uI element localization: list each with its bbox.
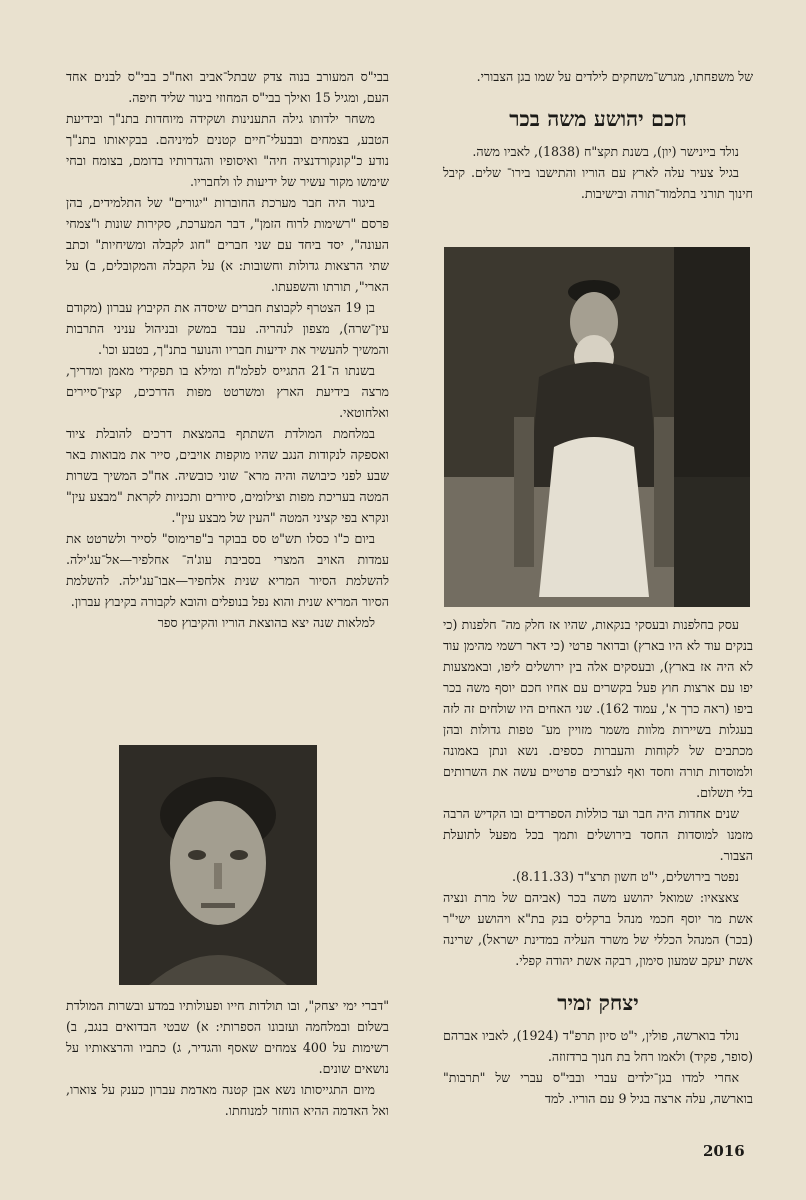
zamir-final-flight: ביום כ"ו כסלו תש"ט סס בבוקר ב"פרימוס" לסייר ולשרטט את עמדות האויב המצרי בסביבת עוג'ה־ אחלפיר—אל־עג'ילה. להשלמת הסיור המריא שנית אלחפיר—אבו־עג'ילה. להשלמת הסיור המריא שנית והוא נפל בנופלים והובא לקבורה בקיבוץ עברון. bbox=[66, 531, 389, 609]
zamir-interests: משחר ילדותו גילה התענינות ושקידה מיוחדות בתנ"ך ובידיעת הטבע, בצמחים ובבעלי־חיים קטנים למיניהם. בבקיאותו בתנ"ך נודע כ"קונקורדנציה חיה" ואיסופיו והגדרותיו בדומם, בצומח ובחי שימשו מקור עשיר של ידיעות לו ולחבריו. bbox=[66, 111, 389, 189]
section-title-zamir: יצחק זמיר bbox=[557, 990, 639, 1015]
young-man-photo bbox=[119, 745, 317, 985]
bachar-career: עסק בחלפנות ובעסקי בנקאות, שהיו אז חלק מה־ חלפנות (כי בנקים עוד לא היו בארץ) ובדואר פרטי (כי דאר רשמי מהימן עוד לא היה אז בארץ), ובעסקים אלה בין ירושלים ליפו, ובאמצעות יפו עם ארצות חוץ פעל בקשרים עם אחיו חכם יוסף משה בכר ביפו (ראה כרך א', עמוד 162). שני האחים היו שולחים זה לזה בעגלות בשיירות מלוות משמר מזויין מע־ טפות גדולות ובהן מכתבים של לקוחות והעברות כספים. נשא ונתן באמונה ולמוסדות תורה וחסד ואף לנצרכים פרטיים עשה את השרותים בלי תשלום. bbox=[443, 617, 754, 800]
zamir-book-intro: למלאות שנה יצא בהוצאת הוריו והקיבוץ ספר bbox=[157, 615, 375, 630]
bachar-youth: בגיל צעיר עלה לארץ עם הוריו והתישבו בירו־ שלים. קיבל חינוך תורני בתלמוד־תורה ובישיבות. bbox=[443, 165, 753, 201]
zamir-birth: נולד בוארשה, פולין, י"ט סיון תרפ"ד (1924), לאביו אברהם (סופר, פקיד) ולאמו רחל בת חנוך ברדזוזה. bbox=[443, 1028, 753, 1064]
bachar-descendants: צאצאיו: שמואל יהושע משה בכר (אביהם של מרת ונציה אשת מר יוסף חכמי מנהל ברקליס בנק בת"א ויהושע ישי"ר (בכר) המנהל הכללי של משרד העליה במדינת ישראל), שרינה אשת יעקב שמעון סימון, רבקה אשת יהודה קפלי. bbox=[443, 890, 753, 968]
right-column-continued bbox=[443, 614, 753, 1109]
page-number: 2016 bbox=[703, 1142, 745, 1160]
zamir-kibbutz: בן 19 הצטרף לקבוצת חברים שיסדה את הקיבוץ עברון (מקודם עין־שרה), מצפון לנהריה. עבד במשק ובניהול עניני התרבות והמשיך להעשיר את ידיעות חבריו והנוער בתנ"ך, בטבע וכו'. bbox=[66, 300, 389, 357]
bachar-death: נפטר בירושלים, י"ט חשון תרצ"ד (8.11.33). bbox=[512, 869, 739, 884]
left-column-continued bbox=[66, 995, 389, 1121]
top-fragment: של משפחתו, מגרש־משחקים לילדים על שמו בגן הצבורי. bbox=[476, 69, 753, 84]
bachar-community: שנים אחדות היה חבר ועד כוללות הספרדים ובו הקדיש הרבה מזמנו למוסדות החסד בירושלים ותמך בכל מפעל לתועלת הצבור. bbox=[443, 806, 753, 863]
zamir-book-contents: "דברי ימי יצחק", ובו תולדות חייו ופעולותיו במדע ובשרות המולדת בשלום ובמלחמה ועזבונו הספרותי: א) שבטי הבדואים בנגב, ב) רשימות על 400 צמחים שאסף והגדיר, ג) כתביו והרצאותיו על נושאים שונים. bbox=[66, 998, 389, 1076]
zamir-yagur: ביגור היה חבר מערכת החוברות "יגורים" של התלמידים, בהן פרסם "רשימות לרוח הזמן", דבר המערכת, סקירות שונות ו"צמחי העונה", יסד ביחד עם שני חברים "חוג לקבלה ומשיחיות" וכתב שתי הרצאות גדולות וחשובות: א) על הקבלה והמקובלים, ב) על הארי", תורתו והשפעתו. bbox=[66, 195, 389, 294]
left-column bbox=[66, 66, 389, 633]
zamir-palmach: בשנתו ה־21 התגייס לפלמ"ח ומילא בו תפקידי מאמן ומדריך, מרצה בידיעת הארץ ומשרטט מפות הדרכים, קצין־סיירים ואלחוטאי. bbox=[66, 363, 389, 420]
portrait-photo-bachar bbox=[444, 247, 750, 607]
bachar-birth: נולד ביינישר (יון), בשנת תקצ"ח (1838), לאביו משה. bbox=[472, 144, 739, 159]
zamir-education: אחרי למדו בגן־ילדים עברי ובבי"ס עברי של "תרבות" בוארשה, עלה ארצה בגיל 9 עם הוריו. למד bbox=[443, 1070, 753, 1106]
zamir-schooling: בבי"ס המעורב בנוה צדק שבתל־אביב ואח"כ בבי"ס לבנים אחד העם, ומגיל 15 ואילך בבי"ס המחוזי ביגור שליד חיפה. bbox=[66, 69, 389, 105]
portrait-photo-zamir bbox=[119, 745, 317, 985]
right-column bbox=[443, 66, 753, 204]
section-title-bachar: חכם יהושע משה בכר bbox=[509, 106, 687, 131]
elderly-man-photo bbox=[444, 247, 750, 607]
zamir-war: במלחמת המולדת השתתף בהמצאת דרכים להובלת ציוד ואספקה לנקודות הנגב שהיו מוקפות אויבים, סייר את מבואות באר שבע לפני כיבושה והיה מרא־ שוני כובשיה. אח"כ המשיך בשרות המטה בעריכת מפות וצילומים, סיורים ותכניות לקראת "מבצע עין" ונקרא בפי קציני המטה "העין של מבצע עין". bbox=[66, 426, 389, 525]
zamir-stone: מיום התגייסותו נשא אבן קטנה מאדמת עברון כענק על צוארו, ואל האדמה ההיא הוחזר למנוחתו. bbox=[66, 1082, 389, 1118]
